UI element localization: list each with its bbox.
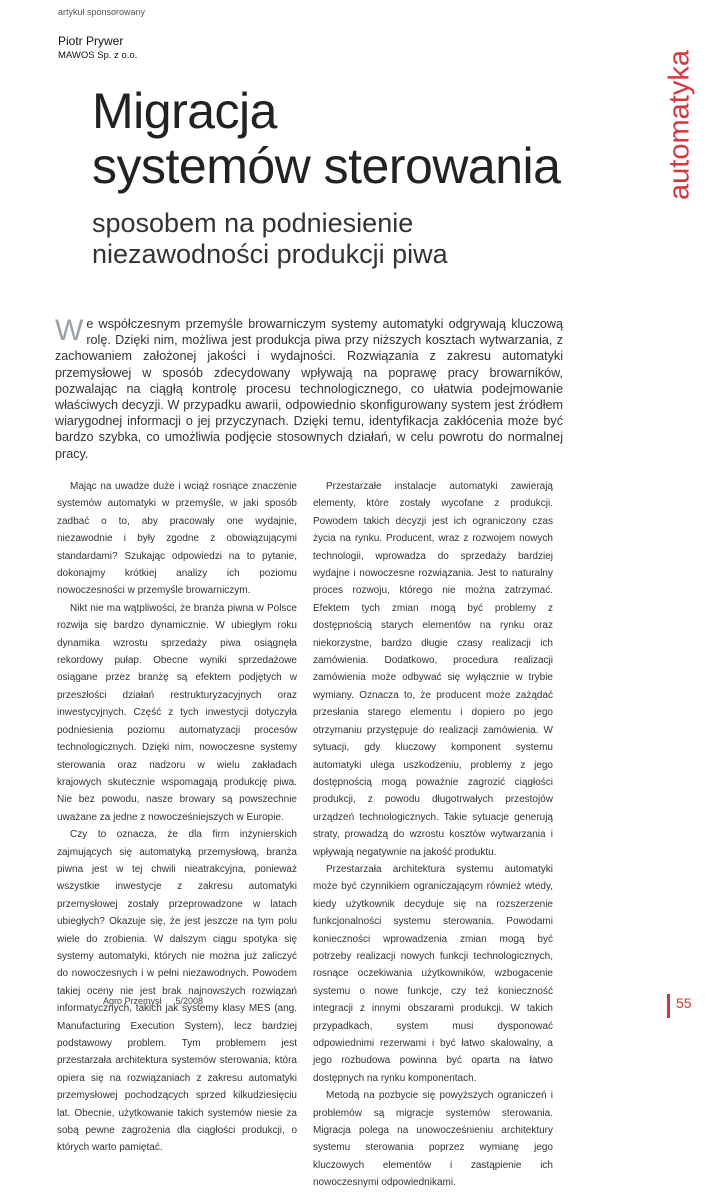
page-number-bar [667,994,670,1018]
page-footer [103,996,217,1006]
section-label [660,30,700,220]
body-paragraph: Metodą na pozbycie się powyższych ograniczeń i problemów są migracje systemów sterowania. Migracja polega na unowocześnieniu architektury systemu sterowania poprzez wymianę jego kluczowych elementów i zastąpienie ich nowoczesnymi odpowiednikami. [313,1090,553,1189]
lead-paragraph [55,316,563,462]
page-number: 55 [676,995,692,1011]
title-line-2: systemów sterowania [92,138,561,194]
author-company: MAWOS Sp. z o.o. [58,50,138,61]
subtitle-line-1: sposobem na podniesienie [92,208,414,238]
section-label-text: automatyka [663,50,696,200]
article-subtitle [92,208,572,270]
subtitle-line-2: niezawodności produkcji piwa [92,239,448,269]
body-column-left [57,478,297,1157]
lead-text: e współczesnym przemyśle browarniczym systemy automatyki odgrywają kluczową rolę. Dzięki nim, możliwa jest produkcja piwa przy niższych kosztach wytwarzania, z zachowaniem założonej jakości i wydajności. Rozwiązania z zakresu automatyki przemysłowej w sposób zdecydowany wpływają na poprawę pracy browarników, pozwalając na ciągłą kontrolę procesu technologicznego, co ułatwia podejmowanie właściwych decyzji. W przypadku awarii, odpowiednio skonfigurowany system jest źródłem wiarygodnej informacji o jej przyczynach. Dzięki temu, identyfikacja zakłócenia może być bardzo szybka, co umożliwia podjęcie stosownych działań, w celu powrotu do normalnej pracy. [55,317,563,461]
body-column-right [313,478,553,1192]
article-title [92,84,572,194]
body-paragraph: Czy to oznacza, że dla firm inżynierskich zajmujących się automatyką przemysłową, branża piwna jest w tej chwili nieatrakcyjna, ponieważ wszystkie inwestycje z zakresu automatyki przemysłowej zostały przeprowadzone w latach ubiegłych? Okazuje się, że jest jeszcze na tym polu wiele do zrobienia. W dalszym ciągu spotyka się systemy automatyki, których nie można już zaliczyć do nowoczesnych i w pełni niezawodnych. Powodem takiej oceny nie jest brak najnowszych rozwiązań informatycznych, takich jak systemy klasy MES (ang. Manufacturing Execution System), lecz bardziej podstawowy problem. Tym problemem jest przestarzała architektura systemów sterowania, która opiera się na rozwiązaniach z zakresu automatyki przemysłowej pochodzących sprzed kilkudziesięciu lat. Obecnie, użytkowanie takich systemów niesie za sobą pewne zagrożenia dla ciągłości produkcji, o których warto pamiętać. [57,829,297,1154]
sponsored-tag: artykuł sponsorowany [58,7,146,17]
body-paragraph: Przestarzałe instalacje automatyki zawierają elementy, które zostały wycofane z produkcji. Powodem takich decyzji jest ich ograniczony czas życia na rynku. Producent, wraz z rozwojem nowych technologii, wprowadza do sprzedaży bardziej wydajne i nowoczesne rozwiązania. Jest to naturalny proces rozwoju, którego nie można zatrzymać. Efektem tych zmian mogą być problemy z dostępnością starych elementów na rynku oraz niekorzystne, bardzo długie czasy realizacji ich zamówienia. Dodatkowo, procedura realizacji zamówienia może odbywać się wyłącznie w trybie wymiany. Oznacza to, że producent może zażądać przesłania starego elementu i dopiero po jego otrzymaniu przystępuje do realizacji zamówienia. W sytuacji, gdy kluczowy komponent systemu automatyki ulega uszkodzeniu, problemy z jego dostępnością mogą poważnie zagrozić ciągłości produkcji, z powodu długotrwałych przestojów urządzeń technologicznych. Takie sytuacje generują straty, prowadzą do wzrostu kosztów wytwarzania i wpływają negatywnie na jakość produktu. [313,481,553,858]
body-paragraph: Mając na uwadze duże i wciąż rosnące znaczenie systemów automatyki w przemyśle, w jaki sposób zadbać o to, aby pracowały one wydajnie, niezawodnie i były zgodne z obowiązującymi standardami? Szukając odpowiedzi na to pytanie, dokonajmy krótkiej analizy ich poziomu nowoczesności w przemyśle browarniczym. [57,481,297,597]
title-line-1: Migracja [92,83,277,139]
magazine-name: Agro Przemysł [103,996,162,1006]
issue-number: 5/2008 [175,996,204,1006]
drop-cap: W [55,314,84,347]
body-paragraph: Nikt nie ma wątpliwości, że branża piwna w Polsce rozwija się bardzo dynamicznie. W ubiegłym roku dynamika wzrostu sprzedaży piwa osiągnęła rekordowy pułap. Obecne wyniki sprzedażowe osiągane przez branżę są efektem podjętych w przeszłości działań restrukturyzacyjnych oraz inwestycyjnych. Część z tych inwestycji dotyczyła podniesienia poziomu automatyzacji procesów technologicznych. Dzięki nim, nowoczesne systemy sterowania oraz nadzoru w wielu zakładach krajowych skutecznie wspomagają produkcję piwa. Nie bez powodu, nasze browary są powszechnie uważane za jedne z nowocześniejszych w Europie. [57,602,297,823]
body-paragraph: Przestarzała architektura systemu automatyki może być czynnikiem ograniczającym również wtedy, kiedy użytkownik decyduje się na rozszerzenie funkcjonalności systemu sterowania. Powodami konieczności wprowadzenia zmian mogą być potrzeby realizacji nowych funkcji technologicznych, rosnące oczekiwania użytkowników, wzbogacenie systemu o nowe funkcje, czy też konieczność integracji z innymi obszarami produkcji. W takich przypadkach, system musi dysponować odpowiednimi rezerwami i być łatwo skalowalny, a jego rozbudowa powinna być oparta na łatwo dostępnych na rynku komponentach. [313,863,553,1084]
author-name: Piotr Prywer [58,34,124,48]
